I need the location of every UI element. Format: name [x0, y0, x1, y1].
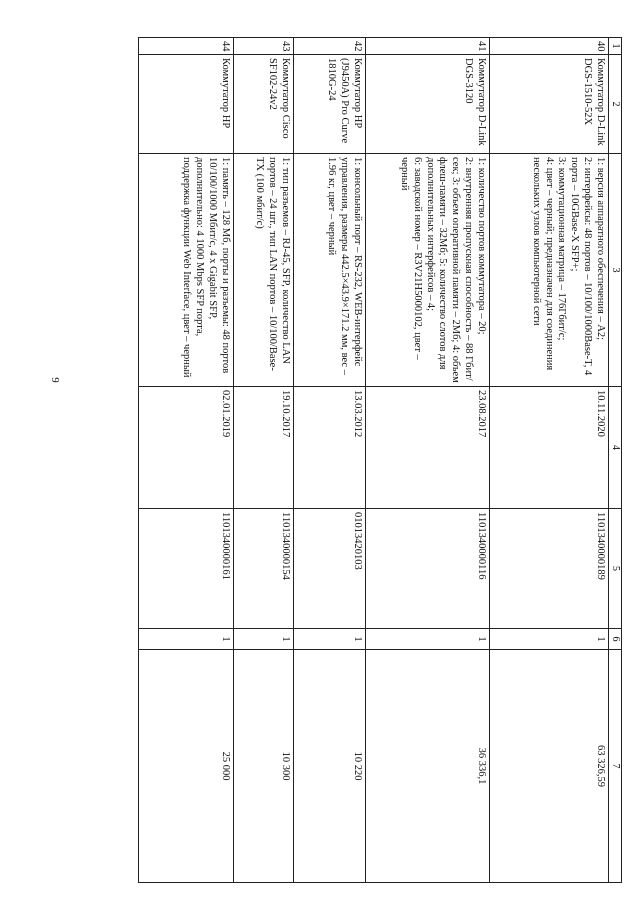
- price: 25 000: [138, 650, 233, 883]
- table-row: [233, 38, 293, 883]
- spec-line: 1: версия аппаратного обеспечения – A2;: [594, 157, 606, 341]
- item-name: Коммутатор D-Link DGS-1510-52X: [489, 55, 608, 154]
- inventory-number: 1101340000161: [138, 509, 233, 629]
- header-row: [608, 38, 621, 883]
- row-number: 44: [138, 38, 233, 55]
- spec-line: 1: память – 128 Мб, порты и разъемы: 48 портов 10/100/1000 Мбит/с, 4 x Gigabit SFP, дополнительно: 4 1000 Mbps SFP порта, поддержка функции Web Interface, цвет – черный: [181, 157, 231, 378]
- row-number: 41: [365, 38, 489, 55]
- item-specs: [489, 154, 608, 387]
- inventory-number: 1101340000154: [233, 509, 293, 629]
- column-header-7: 7: [608, 650, 621, 883]
- item-specs: [138, 154, 233, 387]
- acquisition-date: 23.08.2017: [365, 387, 489, 509]
- spec-line: 4: цвет – черный; предназначен для соединения нескольких узлов компьютерной сети: [530, 157, 555, 371]
- table-row: [293, 38, 365, 883]
- item-name: Коммутатор HP (J9450A) Pro Curve 1810G-24: [293, 55, 365, 154]
- column-header-4: 4: [608, 387, 621, 509]
- quantity: 1: [138, 629, 233, 650]
- price: 10 300: [233, 650, 293, 883]
- spec-line: 2: интерфейсы: 48 портов – 10/100/1000Base-T, 4 порта – 10GBase-X SFP+;: [569, 157, 594, 376]
- spec-line: 1: количество портов коммутатора – 20;: [475, 157, 487, 335]
- equipment-table: [138, 37, 622, 883]
- inventory-number: 1101340000189: [489, 509, 608, 629]
- column-header-1: 1: [608, 38, 621, 55]
- price: 63 326,59: [489, 650, 608, 883]
- page-number: 9: [48, 377, 61, 383]
- quantity: 1: [293, 629, 365, 650]
- inventory-number: 01013420103: [293, 509, 365, 629]
- spec-line: 3: коммутационная матрица – 176Гбит/с;: [556, 157, 568, 341]
- column-header-6: 6: [608, 629, 621, 650]
- table-row: [365, 38, 489, 883]
- item-name: Коммутатор HP: [138, 55, 233, 154]
- price: 10 220: [293, 650, 365, 883]
- column-header-2: 2: [608, 55, 621, 154]
- equipment-table-rotated: [112, 37, 622, 882]
- spec-line: 6: заводской номер – R3V21H5000102, цвет – черный: [399, 157, 423, 360]
- quantity: 1: [489, 629, 608, 650]
- item-name: Коммутатор Cisco SF102-24v2: [233, 55, 293, 154]
- row-number: 40: [489, 38, 608, 55]
- column-header-3: 3: [608, 154, 621, 387]
- spec-line: 1: консольный порт – RS-232, WEB-интерфейс управления, размеры 442.5×43.9×171.2 мм, вес – 1.96 кг, цвет – черный: [326, 157, 363, 375]
- column-header-5: 5: [608, 509, 621, 629]
- spec-line: 2: внутренняя пропускная способность – 88 Гбит/сек; 3: объем оперативной памяти – 2Мб; 4: объем флеш-памяти – 32Мб; 5: количество слотов для дополнительных интерфейсов – 4;: [424, 157, 475, 383]
- row-number: 43: [233, 38, 293, 55]
- item-name: Коммутатор D-Link DGS-3120: [365, 55, 489, 154]
- table-row: [138, 38, 233, 883]
- item-specs: [293, 154, 365, 387]
- spec-line: 1: тип разъемов – RJ-45, SFP, количество LAN портов – 24 шт., тип LAN портов – 10/100/Base-TX (100 мбит/с): [254, 157, 291, 371]
- price: 36 336,1: [365, 650, 489, 883]
- item-specs: [365, 154, 489, 387]
- quantity: 1: [365, 629, 489, 650]
- inventory-number: 1101340000116: [365, 509, 489, 629]
- acquisition-date: 10.11.2020: [489, 387, 608, 509]
- acquisition-date: 13.03.2012: [293, 387, 365, 509]
- item-specs: [233, 154, 293, 387]
- quantity: 1: [233, 629, 293, 650]
- row-number: 42: [293, 38, 365, 55]
- acquisition-date: 19.10.2017: [233, 387, 293, 509]
- table-row: [489, 38, 608, 883]
- acquisition-date: 02.01.2019: [138, 387, 233, 509]
